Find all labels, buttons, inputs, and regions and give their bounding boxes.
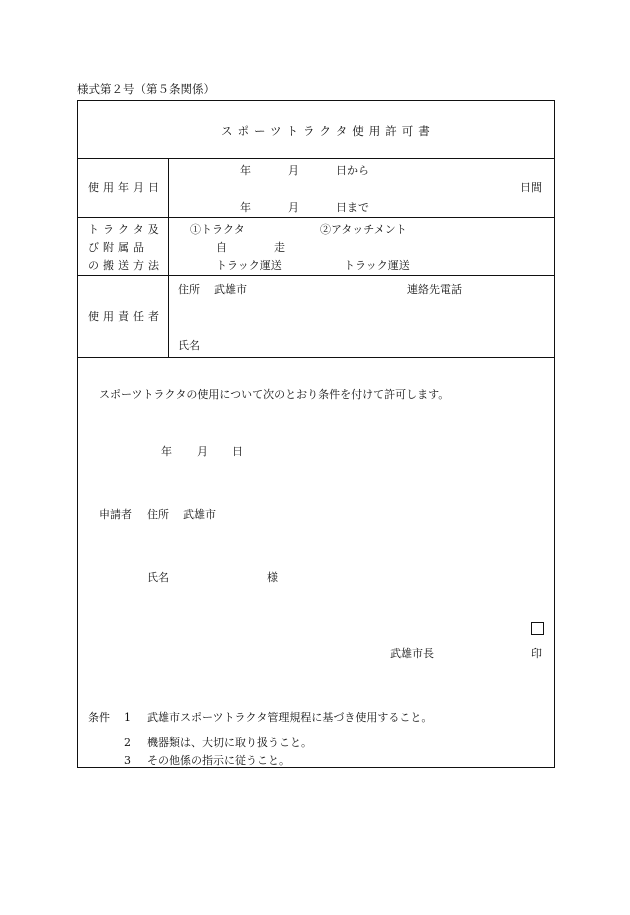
option-tractor: ①トラクタ [190,223,245,236]
usage-to-year: 年 [240,201,251,214]
condition-text: その他係の指示に従うこと。 [147,754,290,767]
option-attachment: ②アタッチメント [320,223,407,236]
condition-text: 武雄市スポーツトラクタ管理規程に基づき使用すること。 [147,711,433,724]
divider-transport [77,275,555,276]
form-number: 様式第２号（第５条関係） [77,82,215,96]
condition-text: 機器類は、大切に取り扱うこと。 [147,736,312,749]
conditions-label: 条件 [88,711,110,724]
divider-usage-period [77,217,555,218]
condition-number: 3 [124,754,131,767]
date-year: 年 [161,445,172,458]
permission-statement: スポーツトラクタの使用について次のとおり条件を付けて許可します。 [99,388,450,401]
date-month: 月 [197,445,208,458]
responsible-label: 使用責任者 [88,310,163,323]
divider-title [77,158,555,159]
seal-box [531,622,544,635]
applicant-name-label: 氏名 [147,571,169,584]
truck-transport-2: トラック運送 [344,259,410,272]
condition-number: 1 [124,711,131,724]
usage-days-suffix: 日間 [520,181,542,194]
mayor-label: 武雄市長 [390,647,434,660]
applicant-address-label: 住所 [147,508,169,521]
usage-from-month: 月 [288,164,299,177]
form-frame [77,100,555,768]
usage-period-label: 使用年月日 [88,181,163,194]
truck-transport-1: トラック運送 [216,259,282,272]
honorific: 様 [267,571,278,584]
date-day: 日 [232,445,243,458]
responsible-contact-label: 連絡先電話 [407,283,462,296]
transport-label-line2: び附属品 [88,241,148,254]
responsible-address-label: 住所 [178,283,200,296]
divider-responsible [77,357,555,358]
applicant-label: 申請者 [99,508,132,521]
transport-label-line1: トラクタ及 [88,223,163,236]
divider-label-column [168,158,169,357]
condition-number: 2 [124,736,131,749]
seal-mark: 印 [531,647,542,660]
usage-from-suffix: 日から [336,164,369,177]
self-drive-char1: 自 [216,241,227,254]
usage-to-suffix: 日まで [336,201,369,214]
usage-from-year: 年 [240,164,251,177]
transport-label-line3: の搬送方法 [88,259,163,272]
self-drive-char2: 走 [274,241,285,254]
responsible-name-label: 氏名 [178,339,200,352]
responsible-address-city: 武雄市 [214,283,247,296]
form-title: スポーツトラクタ使用許可書 [221,124,435,138]
usage-to-month: 月 [288,201,299,214]
applicant-city: 武雄市 [183,508,216,521]
